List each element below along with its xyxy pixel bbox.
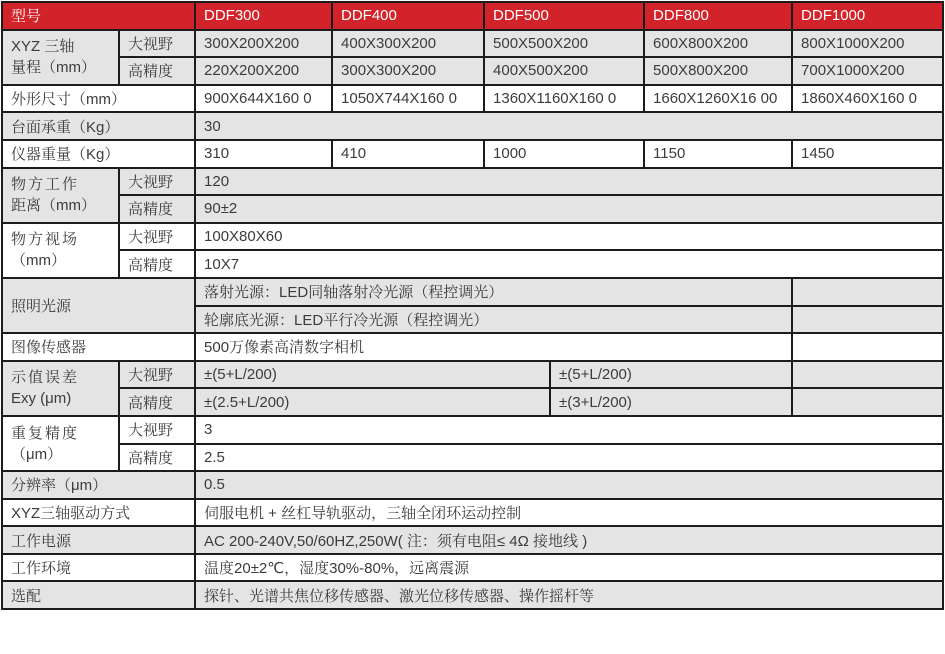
row-label-field-of-view-line1: 物方视场 bbox=[11, 231, 80, 249]
header-model-ddf800: DDF800 bbox=[644, 2, 792, 30]
cell-dimensions-ddf500: 1360X1160X160 0 bbox=[484, 85, 644, 113]
sub-label-high-precision: 高精度 bbox=[119, 388, 195, 416]
cell-weight-ddf800: 1150 bbox=[644, 140, 792, 168]
row-image-sensor bbox=[2, 333, 943, 361]
row-field-of-view-high-precision bbox=[2, 250, 943, 278]
cell-image-sensor-empty bbox=[792, 333, 943, 361]
header-row bbox=[2, 2, 943, 30]
header-model-label: 型号 bbox=[2, 2, 195, 30]
cell-environment-value: 温度20±2℃，湿度30%-80%，远离震源 bbox=[195, 554, 943, 582]
cell-working-distance-high: 90±2 bbox=[195, 195, 943, 223]
row-label-field-of-view-line2: （mm） bbox=[11, 252, 66, 270]
row-label-table-load: 台面承重（Kg） bbox=[2, 112, 195, 140]
cell-illumination-empty-2 bbox=[792, 306, 943, 334]
row-indication-error-high-precision bbox=[2, 388, 943, 416]
sub-label-large-view: 大视野 bbox=[119, 223, 195, 251]
row-label-field-of-view bbox=[2, 223, 119, 278]
row-illumination-1 bbox=[2, 278, 943, 306]
cell-dimensions-ddf300: 900X644X160 0 bbox=[195, 85, 332, 113]
row-repeatability-high-precision bbox=[2, 444, 943, 472]
cell-xyz-range-large-ddf800: 600X800X200 bbox=[644, 30, 792, 58]
row-label-repeatability-line1: 重复精度 bbox=[11, 424, 80, 442]
cell-xyz-range-high-ddf400: 300X300X200 bbox=[332, 57, 484, 85]
row-drive-mode bbox=[2, 499, 943, 527]
row-working-distance-large-view bbox=[2, 168, 943, 196]
row-working-distance-high-precision bbox=[2, 195, 943, 223]
spec-table bbox=[1, 1, 944, 610]
sub-label-high-precision: 高精度 bbox=[119, 57, 195, 85]
sub-label-large-view: 大视野 bbox=[119, 416, 195, 444]
row-label-illumination: 照明光源 bbox=[2, 278, 195, 333]
cell-options-value: 探针、光谱共焦位移传感器、激光位移传感器、操作摇杆等 bbox=[195, 581, 943, 609]
cell-illumination-empty-1 bbox=[792, 278, 943, 306]
row-label-xyz-range-line2: 量程（mm） bbox=[11, 59, 96, 77]
cell-table-load-value: 30 bbox=[195, 112, 943, 140]
header-model-ddf300: DDF300 bbox=[195, 2, 332, 30]
row-repeatability-large-view bbox=[2, 416, 943, 444]
cell-xyz-range-high-ddf800: 500X800X200 bbox=[644, 57, 792, 85]
row-label-dimensions: 外形尺寸（mm） bbox=[2, 85, 195, 113]
cell-indication-error-high-right: ±(3+L/200) bbox=[550, 388, 792, 416]
sub-label-large-view: 大视野 bbox=[119, 361, 195, 389]
row-label-indication-error-line1: 示值误差 bbox=[11, 369, 80, 387]
cell-weight-ddf1000: 1450 bbox=[792, 140, 943, 168]
row-environment bbox=[2, 554, 943, 582]
row-label-indication-error-line2: Exy (μm) bbox=[11, 390, 72, 408]
cell-indication-error-empty-2 bbox=[792, 388, 943, 416]
header-model-ddf500: DDF500 bbox=[484, 2, 644, 30]
sub-label-high-precision: 高精度 bbox=[119, 444, 195, 472]
cell-drive-mode-value: 伺服电机 + 丝杠导轨驱动，三轴全闭环运动控制 bbox=[195, 499, 943, 527]
row-resolution bbox=[2, 471, 943, 499]
cell-indication-error-high-left: ±(2.5+L/200) bbox=[195, 388, 550, 416]
cell-xyz-range-large-ddf500: 500X500X200 bbox=[484, 30, 644, 58]
cell-power-supply-value: AC 200-240V,50/60HZ,250W( 注：须有电阻≤ 4Ω 接地线 ) bbox=[195, 526, 943, 554]
cell-illumination-episcopic: 落射光源：LED同轴落射冷光源（程控调光） bbox=[195, 278, 792, 306]
cell-illumination-profile: 轮廓底光源：LED平行冷光源（程控调光） bbox=[195, 306, 792, 334]
row-label-drive-mode: XYZ三轴驱动方式 bbox=[2, 499, 195, 527]
header-model-ddf400: DDF400 bbox=[332, 2, 484, 30]
cell-resolution-value: 0.5 bbox=[195, 471, 943, 499]
row-dimensions bbox=[2, 85, 943, 113]
cell-field-of-view-large: 100X80X60 bbox=[195, 223, 943, 251]
row-label-options: 选配 bbox=[2, 581, 195, 609]
cell-working-distance-large: 120 bbox=[195, 168, 943, 196]
row-instrument-weight bbox=[2, 140, 943, 168]
row-label-power-supply: 工作电源 bbox=[2, 526, 195, 554]
cell-weight-ddf500: 1000 bbox=[484, 140, 644, 168]
cell-field-of-view-high: 10X7 bbox=[195, 250, 943, 278]
row-xyz-range-high-precision bbox=[2, 57, 943, 85]
cell-xyz-range-high-ddf500: 400X500X200 bbox=[484, 57, 644, 85]
cell-dimensions-ddf400: 1050X744X160 0 bbox=[332, 85, 484, 113]
cell-dimensions-ddf800: 1660X1260X16 00 bbox=[644, 85, 792, 113]
row-label-image-sensor: 图像传感器 bbox=[2, 333, 195, 361]
row-table-load bbox=[2, 112, 943, 140]
row-power-supply bbox=[2, 526, 943, 554]
cell-indication-error-large-left: ±(5+L/200) bbox=[195, 361, 550, 389]
cell-indication-error-large-right: ±(5+L/200) bbox=[550, 361, 792, 389]
sub-label-large-view: 大视野 bbox=[119, 168, 195, 196]
header-model-ddf1000: DDF1000 bbox=[792, 2, 943, 30]
row-xyz-range-large-view bbox=[2, 30, 943, 58]
sub-label-large-view: 大视野 bbox=[119, 30, 195, 58]
cell-indication-error-empty-1 bbox=[792, 361, 943, 389]
row-label-xyz-range-line1: XYZ 三轴 bbox=[11, 38, 75, 56]
row-label-repeatability bbox=[2, 416, 119, 471]
row-label-repeatability-line2: （μm） bbox=[11, 445, 63, 463]
row-label-environment: 工作环境 bbox=[2, 554, 195, 582]
row-label-indication-error bbox=[2, 361, 119, 416]
row-indication-error-large-view bbox=[2, 361, 943, 389]
row-label-working-distance-line1: 物方工作 bbox=[11, 176, 80, 194]
cell-repeatability-high: 2.5 bbox=[195, 444, 943, 472]
cell-image-sensor-value: 500万像素高清数字相机 bbox=[195, 333, 792, 361]
cell-xyz-range-high-ddf300: 220X200X200 bbox=[195, 57, 332, 85]
cell-weight-ddf300: 310 bbox=[195, 140, 332, 168]
row-label-instrument-weight: 仪器重量（Kg） bbox=[2, 140, 195, 168]
row-label-working-distance-line2: 距离（mm） bbox=[11, 197, 96, 215]
cell-xyz-range-high-ddf1000: 700X1000X200 bbox=[792, 57, 943, 85]
sub-label-high-precision: 高精度 bbox=[119, 195, 195, 223]
row-options bbox=[2, 581, 943, 609]
cell-xyz-range-large-ddf300: 300X200X200 bbox=[195, 30, 332, 58]
row-field-of-view-large-view bbox=[2, 223, 943, 251]
cell-repeatability-large: 3 bbox=[195, 416, 943, 444]
row-label-working-distance bbox=[2, 168, 119, 223]
sub-label-high-precision: 高精度 bbox=[119, 250, 195, 278]
row-label-resolution: 分辨率（μm） bbox=[2, 471, 195, 499]
row-label-xyz-range bbox=[2, 30, 119, 85]
cell-xyz-range-large-ddf1000: 800X1000X200 bbox=[792, 30, 943, 58]
cell-xyz-range-large-ddf400: 400X300X200 bbox=[332, 30, 484, 58]
cell-weight-ddf400: 410 bbox=[332, 140, 484, 168]
cell-dimensions-ddf1000: 1860X460X160 0 bbox=[792, 85, 943, 113]
